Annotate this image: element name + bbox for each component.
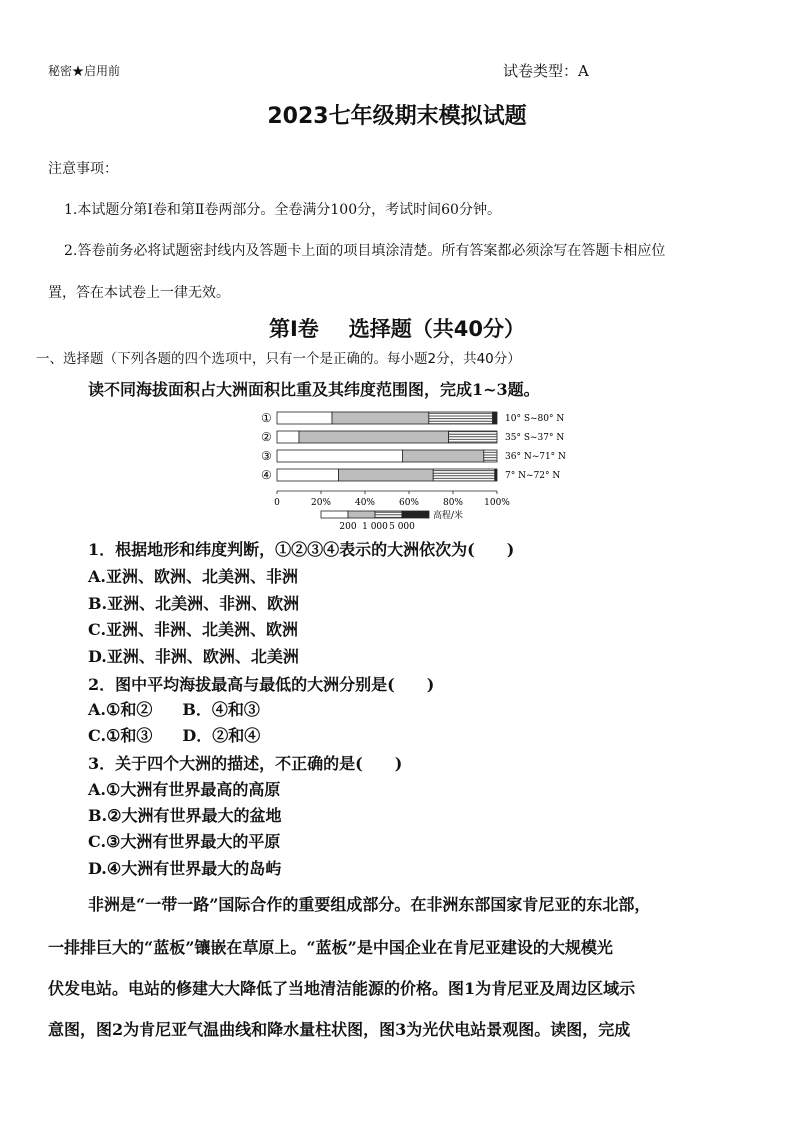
chart-bar-segment bbox=[277, 412, 332, 424]
chart-x-tick-label: 40% bbox=[354, 498, 376, 508]
multiple-choice-instructions: 一、选择题（下列各题的四个选项中，只有一个是正确的。每小题2分，共40分） bbox=[36, 351, 521, 367]
chart-bar-segment bbox=[402, 450, 483, 462]
question-2-options-row-2 bbox=[88, 723, 260, 746]
question-2-stem: 2．图中平均海拔最高与最低的大洲分别是( ) bbox=[88, 675, 435, 694]
chart-bar-segment bbox=[433, 469, 495, 481]
passage-line-1: 非洲是“一带一路”国际合作的重要组成部分。在非洲东部国家肯尼亚的东北部， bbox=[88, 895, 651, 914]
question-3-option-c: C.③大洲有世界最大的平原 bbox=[88, 832, 281, 851]
chart-row-label: ④ bbox=[261, 468, 272, 482]
chart-row-label: ③ bbox=[261, 449, 272, 463]
chart-row-label: ② bbox=[261, 430, 272, 444]
chart-x-tick-label: 100% bbox=[484, 498, 510, 508]
chart-x-tick-label: 0 bbox=[274, 498, 280, 508]
page-title: 2023七年级期末模拟试题 bbox=[267, 104, 527, 129]
question-3-stem: 3．关于四个大洲的描述，不正确的是( ) bbox=[88, 754, 403, 773]
section-title-part2: 选择题（共40分） bbox=[348, 317, 526, 341]
paper-type: 试卷类型：A bbox=[503, 62, 589, 80]
notice-item-2: 2.答卷前务必将试题密封线内及答题卡上面的项目填涂清楚。所有答案都必须涂写在答题卡相应位 bbox=[64, 243, 666, 259]
chart-lat-range: 7° N~72° N bbox=[505, 471, 561, 481]
confidential-mark: 秘密★启用前 bbox=[48, 64, 121, 78]
notice-item-2-continued: 置，答在本试卷上一律无效。 bbox=[48, 285, 230, 301]
legend-swatch bbox=[348, 511, 375, 518]
section-title bbox=[0, 313, 794, 343]
question-2-options-row-1 bbox=[88, 697, 260, 720]
question-3-option-d: D.④大洲有世界最大的岛屿 bbox=[88, 859, 282, 878]
chart-x-tick-label: 80% bbox=[442, 498, 464, 508]
chart-row-label: ① bbox=[261, 411, 272, 425]
chart-bar-segment bbox=[332, 412, 429, 424]
passage-line-2: 一排排巨大的“蓝板”镶嵌在草原上。“蓝板”是中国企业在肯尼亚建设的大规模光 bbox=[48, 938, 613, 957]
chart-bar-segment bbox=[277, 431, 299, 443]
question-2-option-b: B．④和③ bbox=[182, 700, 260, 719]
question-3-option-a: A.①大洲有世界最高的高原 bbox=[88, 780, 281, 799]
chart-bar-segment bbox=[299, 431, 449, 443]
passage-line-3: 伏发电站。电站的修建大大降低了当地清洁能源的价格。图1为肯尼亚及周边区域示 bbox=[48, 979, 636, 998]
question-1-option-a: A.亚洲、欧洲、北美洲、非洲 bbox=[88, 567, 298, 586]
question-1-option-c: C.亚洲、非洲、北美洲、欧洲 bbox=[88, 620, 299, 639]
chart-bar-segment bbox=[277, 469, 339, 481]
section-title-part1: 第Ⅰ卷 bbox=[268, 317, 319, 341]
chart-lat-range: 36° N~71° N bbox=[505, 452, 566, 462]
chart-bar-segment bbox=[495, 469, 497, 481]
chart-bar-segment bbox=[277, 450, 402, 462]
chart-bar-segment bbox=[429, 412, 493, 424]
notice-label: 注意事项： bbox=[48, 161, 118, 177]
legend-swatch bbox=[321, 511, 348, 518]
chart-bar-segment bbox=[484, 450, 497, 462]
chart-lat-range: 35° S~37° N bbox=[505, 433, 565, 443]
legend-swatch bbox=[375, 511, 402, 518]
legend-swatch bbox=[402, 511, 429, 518]
question-2-option-a: A.①和② bbox=[88, 700, 153, 719]
question-3-option-b: B.②大洲有世界最大的盆地 bbox=[88, 806, 282, 825]
legend-unit-label: 高程/米 bbox=[433, 511, 464, 521]
question-1-stem: 1．根据地形和纬度判断，①②③④表示的大洲依次为( ) bbox=[88, 540, 515, 559]
question-1-option-b: B.亚洲、北美洲、非洲、欧洲 bbox=[88, 594, 300, 613]
question-1-option-d: D.亚洲、非洲、欧洲、北美洲 bbox=[88, 647, 299, 666]
legend-threshold-label: 1 000 bbox=[362, 522, 388, 532]
chart-bar-segment bbox=[339, 469, 434, 481]
chart-lat-range: 10° S~80° N bbox=[505, 414, 565, 424]
question-2-option-c: C.①和③ bbox=[88, 726, 153, 745]
passage-line-4: 意图，图2为肯尼亚气温曲线和降水量柱状图，图3为光伏电站景观图。读图，完成 bbox=[48, 1020, 631, 1039]
question-2-option-d: D．②和④ bbox=[182, 726, 261, 745]
legend-threshold-label: 200 bbox=[339, 522, 357, 532]
chart-bar-segment bbox=[449, 431, 497, 443]
notice-item-1: 1.本试题分第Ⅰ卷和第Ⅱ卷两部分。全卷满分100分，考试时间60分钟。 bbox=[64, 202, 501, 218]
elevation-chart bbox=[255, 405, 566, 532]
legend-threshold-label: 5 000 bbox=[389, 522, 415, 532]
chart-x-tick-label: 60% bbox=[398, 498, 420, 508]
chart-x-tick-label: 20% bbox=[310, 498, 332, 508]
question-group-intro: 读不同海拔面积占大洲面积比重及其纬度范围图，完成1~3题。 bbox=[88, 380, 540, 399]
chart-bar-segment bbox=[493, 412, 497, 424]
